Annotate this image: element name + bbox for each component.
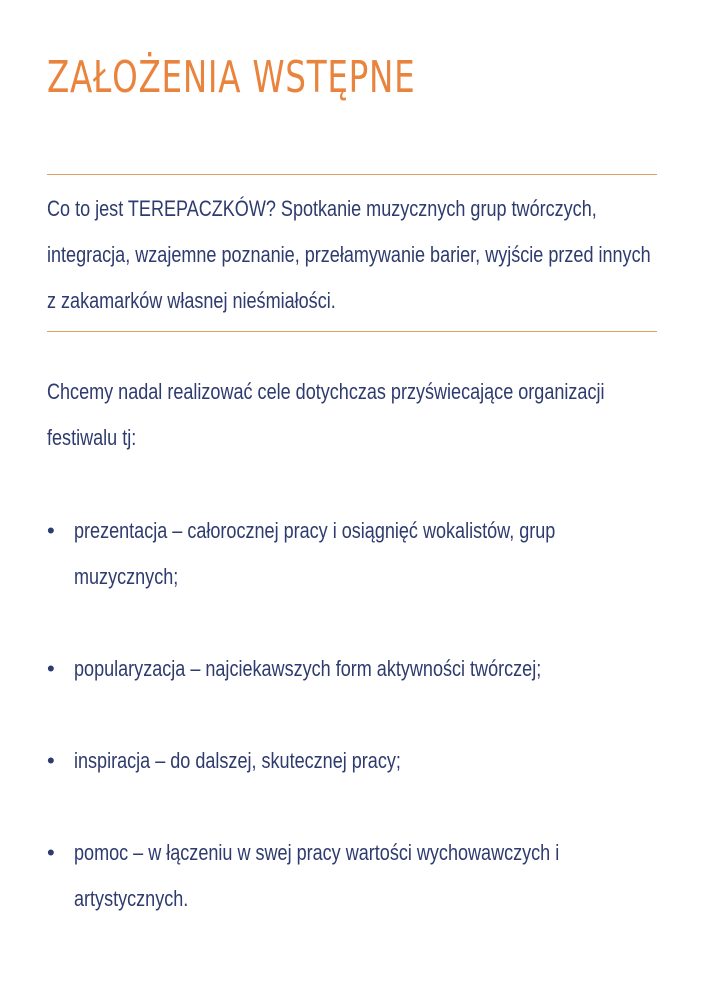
bullet-icon: • xyxy=(47,840,55,865)
list-item-line: muzycznych; xyxy=(74,564,179,589)
divider-bottom xyxy=(47,331,657,332)
list-item-line: prezentacja – całorocznej pracy i osiągnięć wokalistów, grup xyxy=(74,518,556,543)
bullet-icon: • xyxy=(47,748,55,773)
list-item-line: pomoc – w łączeniu w swej pracy wartości wychowawczych i xyxy=(74,840,560,865)
bullet-icon: • xyxy=(47,656,55,681)
list-item-text xyxy=(74,646,541,692)
paragraph-line: Chcemy nadal realizować cele dotychczas przyświecające organizacji xyxy=(47,379,605,404)
intro-line: integracja, wzajemne poznanie, przełamywanie barier, wyjście przed innych xyxy=(47,242,651,267)
bullet-icon: • xyxy=(47,518,55,543)
list-item-text xyxy=(74,830,559,922)
list-item-line: artystycznych. xyxy=(74,886,189,911)
paragraph-line: festiwalu tj: xyxy=(47,425,137,450)
list-item-text xyxy=(74,738,401,784)
divider-top xyxy=(47,174,657,175)
intro-line: z zakamarków własnej nieśmiałości. xyxy=(47,288,336,313)
intro-text xyxy=(47,186,651,324)
goals-paragraph xyxy=(47,369,604,461)
list-item-line: inspiracja – do dalszej, skutecznej pracy; xyxy=(74,748,401,773)
intro-line: Co to jest TEREPACZKÓW? Spotkanie muzycznych grup twórczych, xyxy=(47,196,597,221)
list-item-text xyxy=(74,508,555,600)
list-item-line: popularyzacja – najciekawszych form aktywności twórczej; xyxy=(74,656,542,681)
page-title: ZAŁOŻENIA WSTĘPNE xyxy=(47,52,416,103)
